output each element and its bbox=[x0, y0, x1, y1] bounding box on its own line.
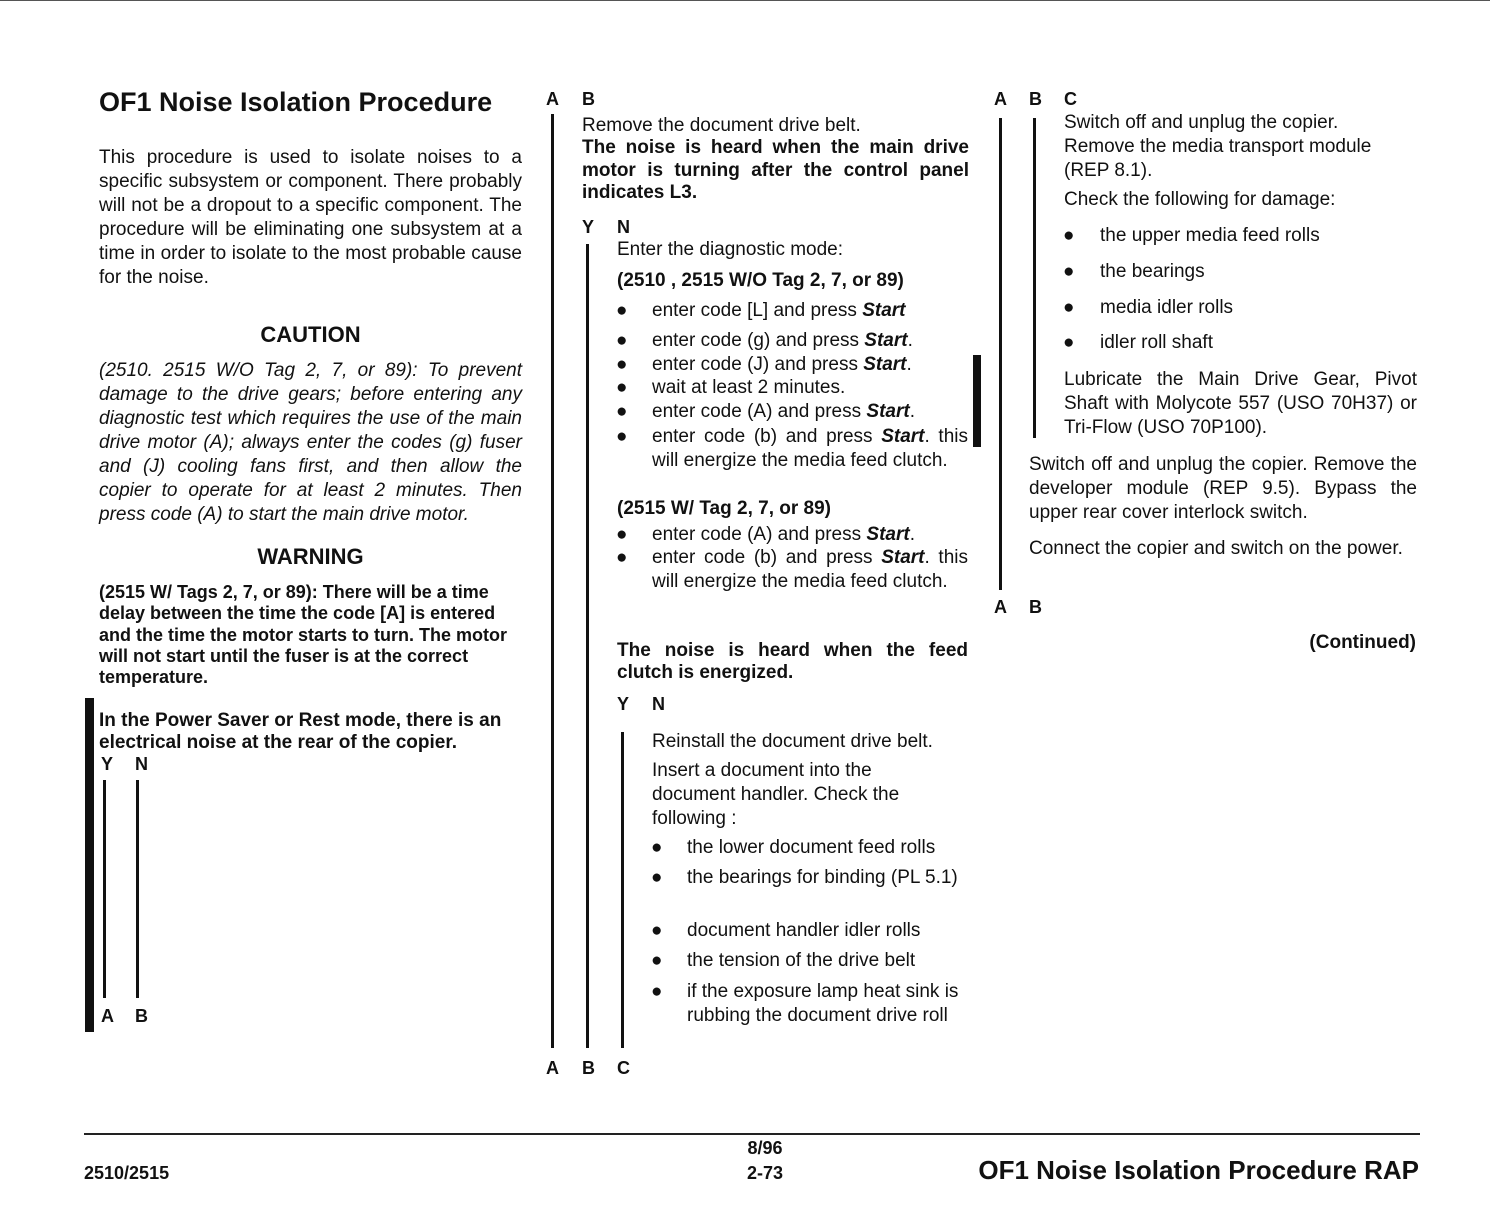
bullet-icon: ● bbox=[616, 426, 628, 447]
list-item: media idler rolls bbox=[1100, 297, 1234, 318]
connector-b: B bbox=[135, 1006, 148, 1026]
bullet-icon: ● bbox=[1063, 332, 1075, 353]
list-item: the tension of the drive belt bbox=[687, 950, 916, 971]
step-switch-off: Switch off and unplug the copier. bbox=[1064, 112, 1339, 133]
bullet-icon: ● bbox=[616, 524, 628, 545]
step-connect-power: Connect the copier and switch on the power. bbox=[1029, 538, 1403, 559]
list-item: enter code (A) and press Start. bbox=[652, 401, 915, 422]
branch-b-line bbox=[1033, 118, 1036, 438]
list-item: the bearings bbox=[1100, 261, 1205, 282]
no-label: N bbox=[652, 694, 665, 714]
footer-model: 2510/2515 bbox=[84, 1163, 170, 1183]
bullet-icon: ● bbox=[651, 920, 663, 941]
top-border bbox=[0, 0, 1490, 1]
step-remove-belt: Remove the document drive belt. bbox=[582, 115, 861, 136]
bullet-icon: ● bbox=[616, 354, 628, 375]
footer-title: OF1 Noise Isolation Procedure RAP bbox=[978, 1155, 1419, 1185]
connector-a: A bbox=[546, 1058, 559, 1078]
connector-a: A bbox=[546, 89, 559, 109]
caution-heading: CAUTION bbox=[260, 322, 361, 347]
list-item: enter code (b) and press Start. this will energize the media feed clutch. bbox=[652, 547, 968, 592]
bullet-icon: ● bbox=[616, 547, 628, 568]
connector-b: B bbox=[1029, 89, 1042, 109]
step-lubricate: Lubricate the Main Drive Gear, Pivot Shaft with Molycote 557 (USO 70H37) or Tri-Flow (USO 70P100). bbox=[1064, 369, 1417, 438]
no-branch-line bbox=[136, 780, 139, 998]
bullet-icon: ● bbox=[1063, 225, 1075, 246]
connector-a: A bbox=[101, 1006, 114, 1026]
connector-a: A bbox=[994, 89, 1007, 109]
step-remove-developer: Switch off and unplug the copier. Remove the developer module (REP 9.5). Bypass the upper rear cover interlock switch. bbox=[1029, 454, 1417, 523]
question-main-motor: The noise is heard when the main drive motor is turning after the control panel indicates L3. bbox=[582, 137, 969, 203]
warning-heading: WARNING bbox=[257, 544, 364, 569]
list-item: document handler idler rolls bbox=[687, 920, 921, 941]
bullet-icon: ● bbox=[651, 837, 663, 858]
question-feed-clutch: The noise is heard when the feed clutch is energized. bbox=[617, 640, 968, 683]
diag-intro: Enter the diagnostic mode: bbox=[617, 239, 844, 260]
footer-page-number: 2-73 bbox=[746, 1163, 784, 1183]
list-item: enter code (A) and press Start. bbox=[652, 524, 915, 545]
list-item: enter code (J) and press Start. bbox=[652, 354, 912, 375]
yes-label: Y bbox=[101, 754, 114, 774]
group2-heading: (2515 W/ Tag 2, 7, or 89) bbox=[617, 498, 832, 519]
branch-b-line bbox=[586, 244, 589, 1048]
caution-text: (2510. 2515 W/O Tag 2, 7, or 89): To prevent damage to the drive gears; before entering any diagnostic test which requires the use of the main drive motor (A); always enter the codes (g) fuser and (J) cooling fans first, and then allow the copier to operate for at least 2 minutes. Then press code (A) to start the main drive motor. bbox=[99, 360, 522, 525]
branch-a-line bbox=[551, 114, 554, 1048]
connector-b: B bbox=[582, 89, 595, 109]
branch-a-line bbox=[999, 118, 1002, 590]
bullet-icon: ● bbox=[651, 981, 663, 1002]
bullet-icon: ● bbox=[1063, 261, 1075, 282]
step-reinstall-belt: Reinstall the document drive belt. bbox=[652, 731, 933, 752]
connector-b: B bbox=[582, 1058, 595, 1078]
connector-a: A bbox=[994, 597, 1007, 617]
change-bar bbox=[85, 698, 94, 1032]
continued-label: (Continued) bbox=[1309, 632, 1416, 653]
no-label: N bbox=[617, 217, 630, 237]
branch-c-line bbox=[621, 732, 624, 1048]
list-item: if the exposure lamp heat sink is rubbing the document drive roll bbox=[687, 981, 959, 1026]
yes-branch-line bbox=[103, 780, 106, 998]
step-insert-document: Insert a document into the document handler. Check the following : bbox=[652, 760, 900, 829]
footer-rule bbox=[84, 1133, 1420, 1135]
no-label: N bbox=[135, 754, 148, 774]
footer-date: 8/96 bbox=[747, 1138, 783, 1158]
connector-b: B bbox=[1029, 597, 1042, 617]
step-remove-module: Remove the media transport module (REP 8.1). bbox=[1064, 136, 1372, 181]
connector-c: C bbox=[1064, 89, 1077, 109]
bullet-icon: ● bbox=[616, 300, 628, 321]
bullet-icon: ● bbox=[616, 330, 628, 351]
list-item: the lower document feed rolls bbox=[687, 837, 936, 858]
list-item: the bearings for binding (PL 5.1) bbox=[687, 867, 958, 888]
bullet-icon: ● bbox=[1063, 297, 1075, 318]
list-item: enter code [L] and press Start bbox=[652, 300, 906, 321]
connector-c: C bbox=[617, 1058, 630, 1078]
intro-paragraph: This procedure is used to isolate noises to a specific subsystem or component. There probably will not be a dropout to a specific component. The procedure will be eliminating one subsystem at a time in order to isolate to the most probable cause for the noise. bbox=[99, 147, 522, 288]
bullet-icon: ● bbox=[651, 950, 663, 971]
bullet-icon: ● bbox=[616, 377, 628, 398]
page-title: OF1 Noise Isolation Procedure bbox=[99, 87, 493, 117]
yes-label: Y bbox=[617, 694, 630, 714]
bullet-icon: ● bbox=[616, 401, 628, 422]
list-item: idler roll shaft bbox=[1100, 332, 1213, 353]
list-item: wait at least 2 minutes. bbox=[652, 377, 846, 398]
change-bar bbox=[973, 355, 981, 447]
yes-label: Y bbox=[582, 217, 595, 237]
power-saver-question: In the Power Saver or Rest mode, there is an electrical noise at the rear of the copier. bbox=[99, 710, 502, 753]
bullet-icon: ● bbox=[651, 867, 663, 888]
warning-text: (2515 W/ Tags 2, 7, or 89): There will be a time delay between the time the code [A] is entered and the time the motor starts to turn. The motor will not start until the fuser is at the correct temperature. bbox=[99, 582, 508, 688]
group1-heading: (2510 , 2515 W/O Tag 2, 7, or 89) bbox=[617, 270, 904, 291]
list-item: the upper media feed rolls bbox=[1100, 225, 1320, 246]
list-item: enter code (b) and press Start. this will energize the media feed clutch. bbox=[652, 426, 968, 471]
list-item: enter code (g) and press Start. bbox=[652, 330, 913, 351]
check-damage: Check the following for damage: bbox=[1064, 189, 1336, 210]
